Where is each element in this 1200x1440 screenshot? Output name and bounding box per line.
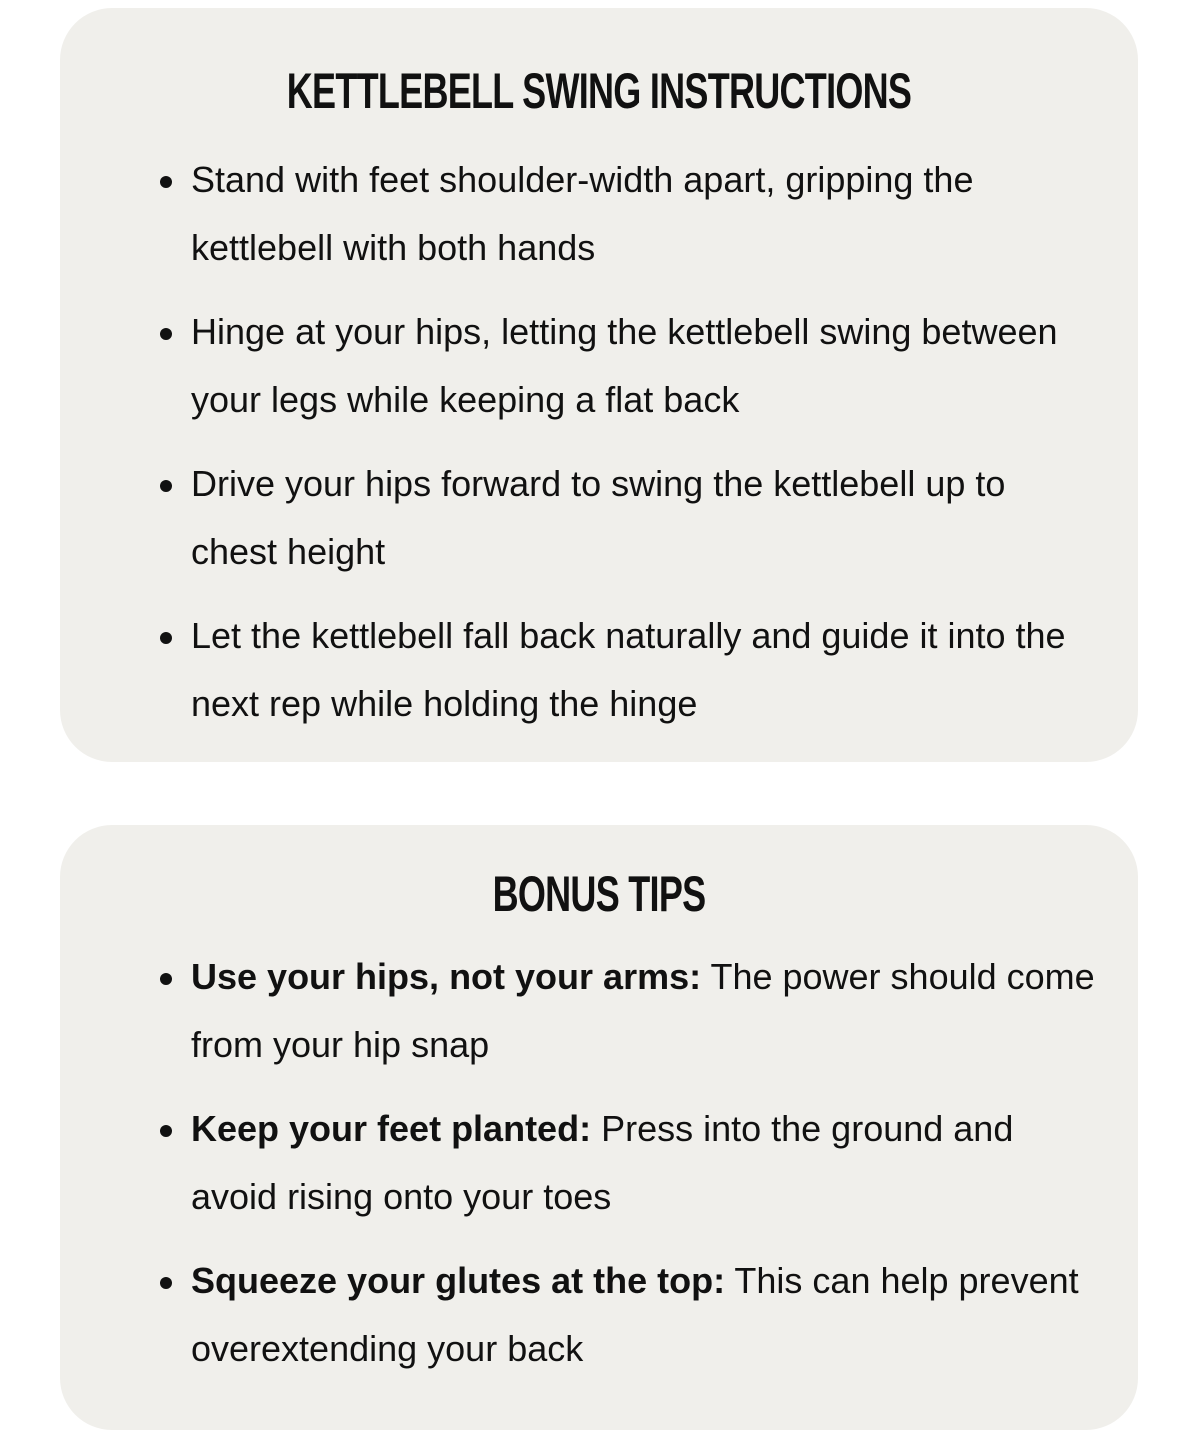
instructions-list [156,146,1098,754]
list-item: Hinge at your hips, letting the kettlebell swing between your legs while keeping a flat back [156,298,1098,434]
instructions-card [60,8,1138,762]
tip-text: The power should come from your hip snap [191,956,1095,1065]
tip-heading: Squeeze your glutes at the top: [191,1260,726,1301]
tips-list [156,943,1098,1399]
bonus-tips-card [60,825,1138,1430]
instructions-title: KETTLEBELL SWING INSTRUCTIONS [286,63,912,119]
tip-text: Press into the ground and avoid rising onto your toes [191,1108,1014,1217]
tip-heading: Keep your feet planted: [191,1108,592,1149]
list-item: Let the kettlebell fall back naturally and guide it into the next rep while holding the hinge [156,602,1098,738]
list-item [156,943,1098,1079]
tip-heading: Use your hips, not your arms: [191,956,702,997]
tip-text: This can help prevent overextending your back [191,1260,1079,1369]
list-item: Stand with feet shoulder-width apart, gripping the kettlebell with both hands [156,146,1098,282]
list-item [156,1247,1098,1383]
list-item: Drive your hips forward to swing the kettlebell up to chest height [156,450,1098,586]
bonus-tips-title: BONUS TIPS [492,866,706,922]
list-item [156,1095,1098,1231]
